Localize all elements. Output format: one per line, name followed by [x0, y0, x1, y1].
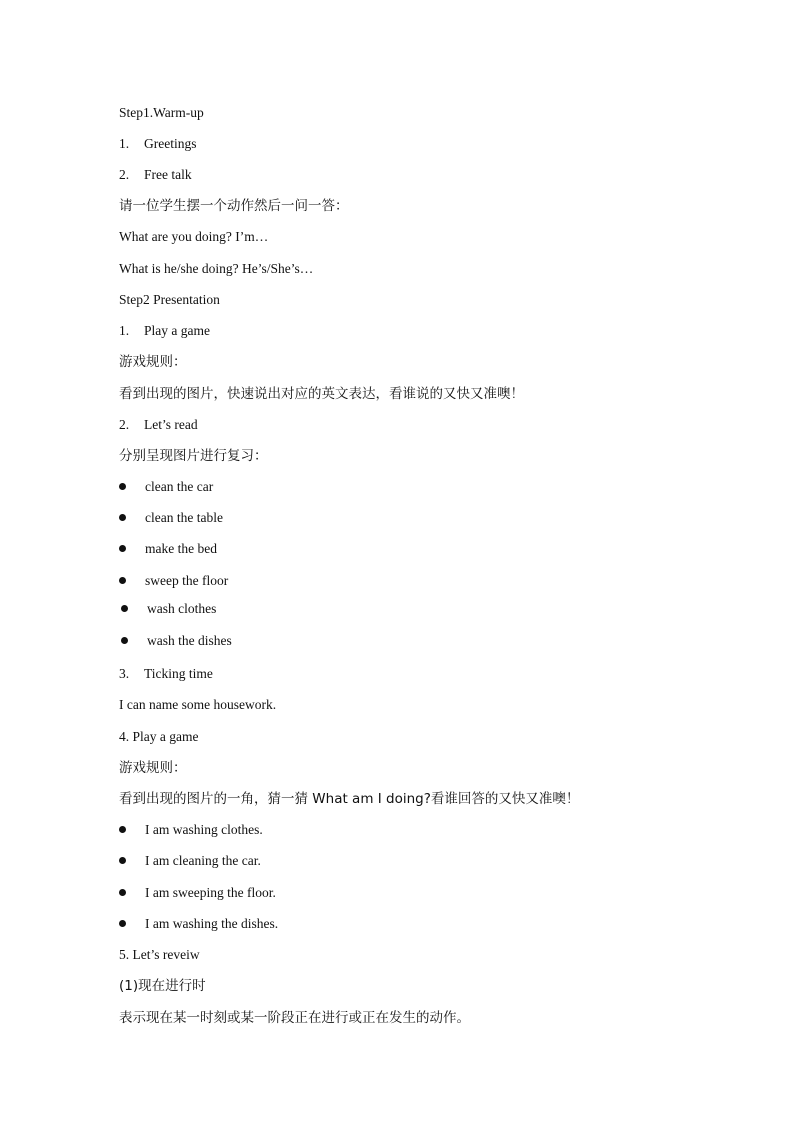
phrase-list-item	[121, 600, 216, 618]
item-text: Free talk	[144, 167, 192, 182]
ticking-text: I can name some housework.	[119, 697, 277, 712]
item-text: Greetings	[144, 136, 197, 151]
phrase-list-item	[119, 540, 217, 558]
rules-label-1: 游戏规则：	[119, 354, 187, 370]
review-instruction: 分别呈现图片进行复习：	[119, 448, 268, 464]
sentence-text: I am washing clothes.	[145, 822, 263, 837]
sentence-text: I am sweeping the floor.	[145, 885, 276, 900]
step1-title: Step1.Warm-up	[119, 105, 204, 120]
read-item	[119, 416, 198, 434]
sentence-list-item	[119, 915, 278, 933]
bullet-icon	[119, 920, 126, 927]
sentence-text: I am washing the dishes.	[145, 916, 279, 931]
phrase-text: wash the dishes	[147, 633, 232, 648]
item-number: 3.	[119, 666, 130, 681]
step1-item-free-talk	[119, 166, 192, 184]
bullet-icon	[119, 889, 126, 896]
phrase-text: make the bed	[145, 541, 217, 556]
phrase-list-item	[119, 509, 223, 527]
item-number: 1.	[119, 323, 130, 338]
review-title: 5. Let’s reveiw	[119, 947, 200, 962]
tense-definition: 表示现在某一时刻或某一阶段正在进行或正在发生的动作。	[119, 1010, 470, 1026]
sentence-list-item	[119, 852, 261, 870]
bullet-icon	[119, 857, 126, 864]
rules-text-2: 看到出现的图片的一角，猜一猜 What am I doing?看谁回答的又快又准噢！	[119, 791, 580, 807]
step1-question-1: What are you doing? I’m…	[119, 229, 269, 244]
bullet-icon	[119, 826, 126, 833]
rules-label-2: 游戏规则：	[119, 760, 187, 776]
bullet-icon	[119, 483, 126, 490]
item-number: 2.	[119, 417, 130, 432]
ticking-item	[119, 665, 213, 683]
game2-title: 4. Play a game	[119, 729, 199, 744]
phrase-text: clean the car	[145, 479, 214, 494]
bullet-icon	[121, 605, 128, 612]
bullet-icon	[121, 637, 128, 644]
phrase-list-item	[121, 632, 232, 650]
tense-title: (1)现在进行时	[119, 978, 206, 994]
bullet-icon	[119, 514, 126, 521]
sentence-list-item	[119, 821, 263, 839]
step2-title: Step2 Presentation	[119, 292, 220, 307]
step1-instruction: 请一位学生摆一个动作然后一问一答：	[119, 198, 349, 214]
phrase-list-item	[119, 572, 228, 590]
sentence-text: I am cleaning the car.	[145, 853, 261, 868]
step1-question-2: What is he/she doing? He’s/She’s…	[119, 261, 314, 276]
item-text: Play a game	[144, 323, 210, 338]
rules-text-1: 看到出现的图片，快速说出对应的英文表达，看谁说的又快又准噢！	[119, 386, 524, 402]
phrase-list-item	[119, 478, 213, 496]
step1-item-greetings	[119, 135, 196, 153]
item-text: Let’s read	[144, 417, 198, 432]
phrase-text: clean the table	[145, 510, 223, 525]
item-text: Ticking time	[144, 666, 213, 681]
sentence-list-item	[119, 884, 276, 902]
game1-item	[119, 322, 210, 340]
phrase-text: wash clothes	[147, 601, 217, 616]
item-number: 1.	[119, 136, 130, 151]
bullet-icon	[119, 577, 126, 584]
phrase-text: sweep the floor	[145, 573, 229, 588]
bullet-icon	[119, 545, 126, 552]
item-number: 2.	[119, 167, 130, 182]
